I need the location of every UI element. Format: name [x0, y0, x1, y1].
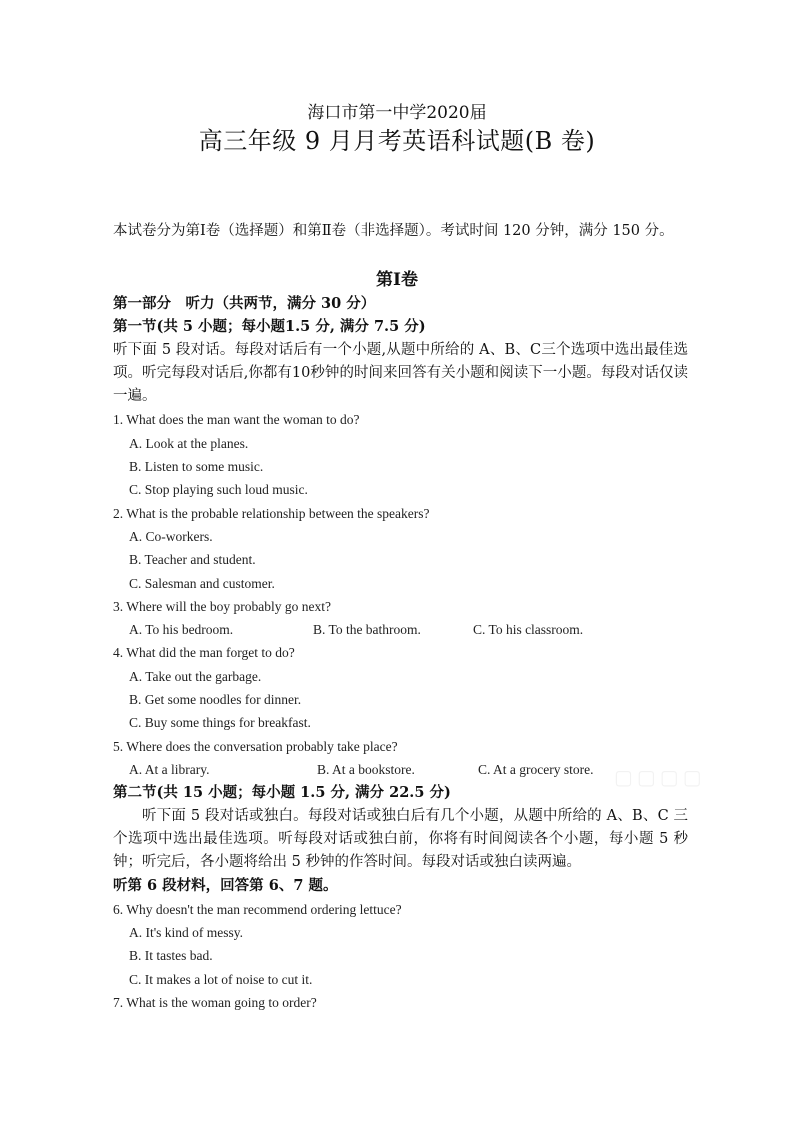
option-4b: B. Get some noodles for dinner. [129, 692, 302, 708]
question-7: 7. What is the woman going to order? [113, 994, 317, 1010]
exam-body [113, 292, 688, 1014]
question-6: 6. Why doesn't the man recommend ordering lettuce? [113, 901, 402, 917]
section1-heading: 第一节(共 5 小题；每小题1.5 分, 满分 7.5 分) [113, 318, 426, 336]
watermark-logo: ▢▢▢▢ [614, 765, 706, 789]
volume-heading: 第Ⅰ卷 [376, 270, 418, 290]
section1-instructions: 听下面 5 段对话。每段对话后有一个小题,从题中所给的 A、B、C三个选项中选出最佳选项。听完每段对话后,你都有10秒钟的时间来回答有关小题和阅读下一小题。每段对话仅读一遍。 [113, 341, 688, 405]
option-6a: A. It's kind of messy. [129, 925, 244, 941]
option-2a: A. Co-workers. [129, 528, 213, 544]
section2-heading: 第二节(共 15 小题；每小题 1.5 分, 满分 22.5 分) [113, 784, 451, 802]
option-5a: A. At a library. [129, 761, 210, 777]
option-1a: A. Look at the planes. [129, 435, 249, 451]
question-3: 3. Where will the boy probably go next? [113, 598, 331, 614]
option-3b: B. To the bathroom. [313, 622, 421, 638]
section2-instructions: 听下面 5 段对话或独白。每段对话或独白后有几个小题，从题中所给的 A、B、C 三个选项中选出最佳选项。听每段对话或独白前，你将有时间阅读各个小题，每小题 5 秒钟；听完后，各小题将给出 5 秒钟的作答时间。每段对话或独白读两遍。 [113, 807, 688, 871]
option-2b: B. Teacher and student. [129, 552, 256, 568]
option-5b: B. At a bookstore. [317, 761, 415, 777]
school-name: 海口市第一中学2020届 [307, 103, 487, 123]
option-2c: C. Salesman and customer. [129, 575, 275, 591]
question-4: 4. What did the man forget to do? [113, 645, 295, 661]
question-2: 2. What is the probable relationship between the speakers? [113, 505, 430, 521]
option-3c: C. To his classroom. [473, 622, 584, 638]
options-row-5 [113, 758, 688, 781]
option-5c: C. At a grocery store. [478, 761, 594, 777]
option-6c: C. It makes a lot of noise to cut it. [129, 971, 313, 987]
option-6b: B. It tastes bad. [129, 948, 213, 964]
options-row-3 [113, 618, 688, 641]
exam-title: 高三年级 9 月月考英语科试题(B 卷) [198, 127, 596, 155]
option-3a: A. To his bedroom. [129, 622, 234, 638]
material-6-heading: 听第 6 段材料，回答第 6、7 题。 [113, 877, 338, 895]
option-1b: B. Listen to some music. [129, 459, 264, 475]
option-4c: C. Buy some things for breakfast. [129, 715, 311, 731]
option-1c: C. Stop playing such loud music. [129, 482, 308, 498]
question-1: 1. What does the man want the woman to do? [113, 412, 360, 428]
part-heading: 第一部分 听力（共两节，满分 30 分） [113, 295, 376, 312]
option-4a: A. Take out the garbage. [129, 668, 262, 684]
question-5: 5. Where does the conversation probably take place? [113, 738, 398, 754]
exam-intro: 本试卷分为第Ⅰ卷（选择题）和第Ⅱ卷（非选择题）。考试时间 120 分钟，满分 150 分。 [113, 223, 674, 239]
